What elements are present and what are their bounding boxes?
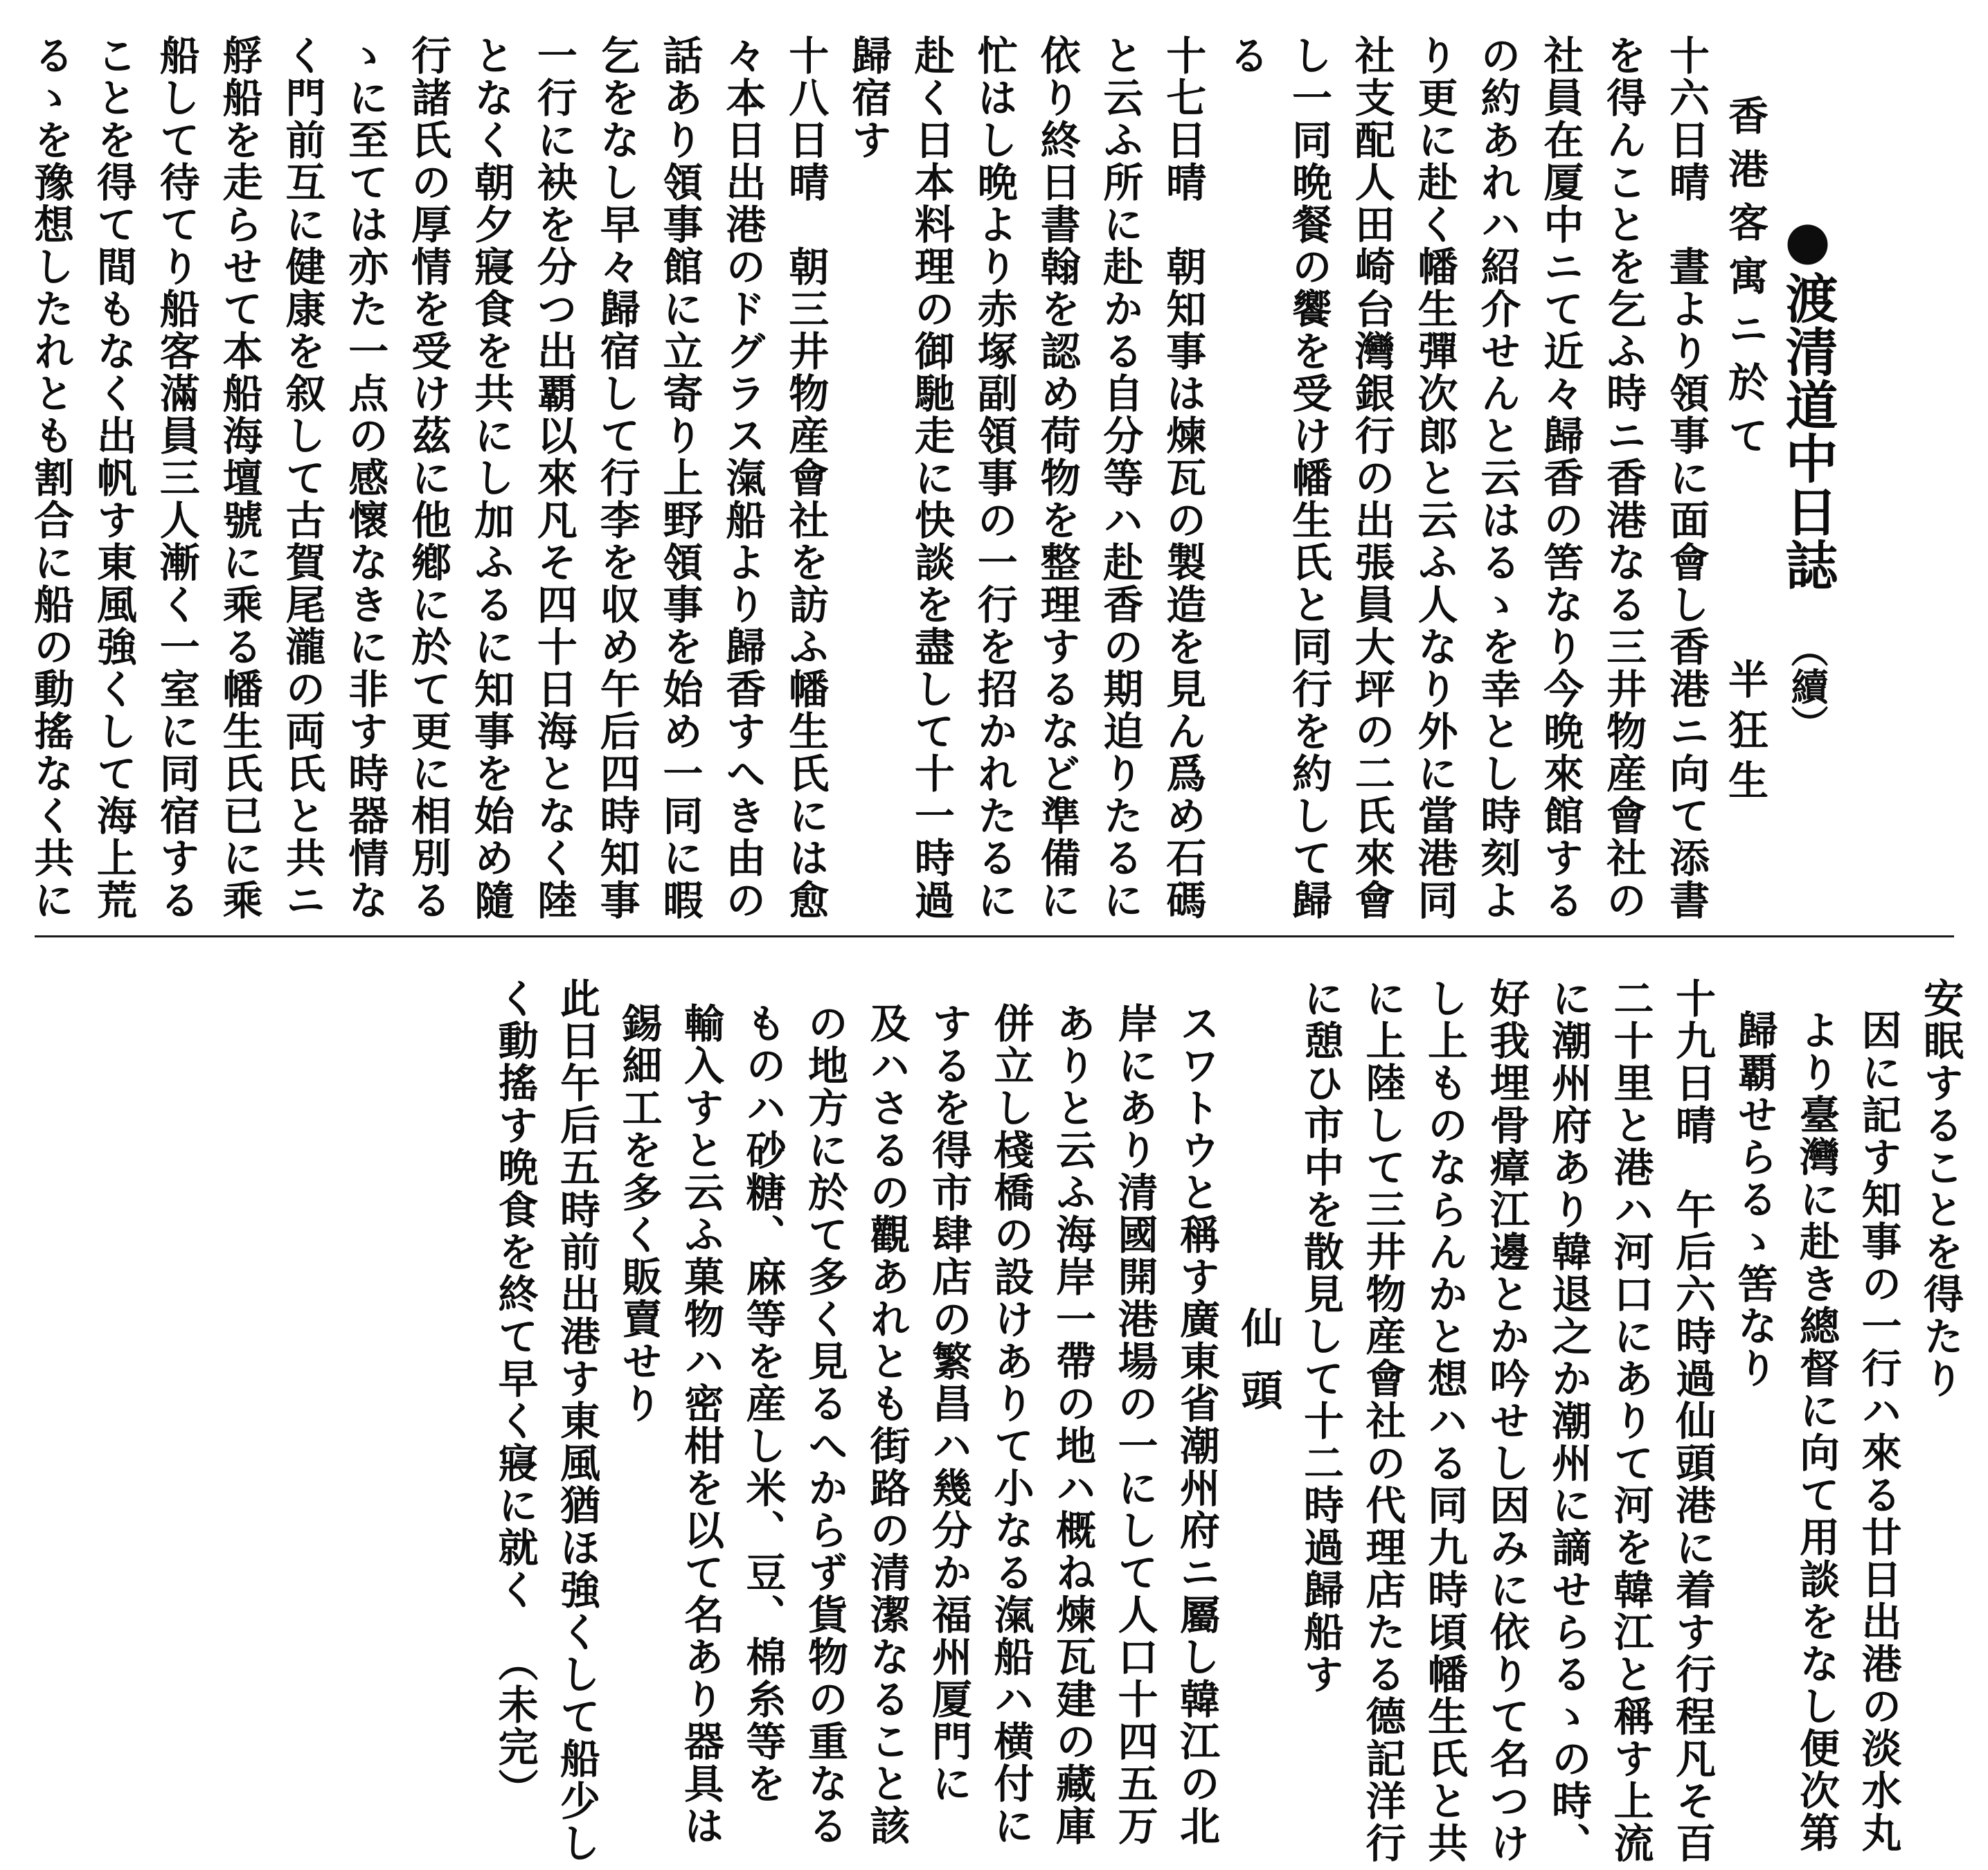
text-column: 艀船を走らせて本船海壇號に乘る幡生氏已に乘 bbox=[215, 35, 263, 921]
text-column: スワトウと稱す廣東省潮州府ニ屬し韓江の北 bbox=[1173, 1003, 1220, 1847]
text-column: に憩ひ市中を散見して十二時過歸船す bbox=[1297, 978, 1344, 1696]
text-column: 々本日出港のドグラス滊船より歸香すへき由の bbox=[719, 35, 767, 921]
text-column: 行諸氏の厚情を受け茲に他鄕に於て更に相別る bbox=[404, 35, 452, 921]
text-column: し一同晩餐の饗を受け幡生氏と同行を約して歸 bbox=[1284, 35, 1332, 921]
text-column: 忙はし晩より赤塚副領事の一行を招かれたるに bbox=[970, 35, 1018, 921]
text-column: を得んことを乞ふ時ニ香港なる三井物産會社の bbox=[1600, 35, 1647, 921]
section-divider-rule bbox=[35, 935, 1954, 937]
text-column: り更に赴く幡生彈次郎と云ふ人なり外に當港同 bbox=[1411, 35, 1458, 921]
text-column: 錫細工を多く販賣せり bbox=[615, 1003, 663, 1425]
text-column: 因に記す知事の一行ハ來る廿日出港の淡水丸 bbox=[1854, 1009, 1902, 1854]
text-column: ものハ砂糖、麻等を産し米、豆、棉糸等を bbox=[739, 1003, 787, 1805]
article-title: ●渡清道中日誌 bbox=[1777, 209, 1838, 591]
text-column: 社員在厦中ニて近々歸香の筈なり今晩來館する bbox=[1537, 35, 1584, 921]
text-column: に潮州府あり韓退之か潮州に謫せらるゝの時、 bbox=[1545, 978, 1592, 1864]
article-byline-column bbox=[1717, 35, 1773, 935]
end-mark: （未完） bbox=[491, 1642, 539, 1810]
article-dateline: 香港客寓ニ於て bbox=[1721, 95, 1768, 468]
text-column: 依り終日書翰を認め荷物を整理するなど準備に bbox=[1033, 35, 1081, 921]
text-column: 安眠することを得たり bbox=[1917, 978, 1964, 1400]
text-column: 船して待てり船客滿員三人漸く一室に同宿する bbox=[152, 35, 200, 921]
article-title-suffix: （續） bbox=[1785, 630, 1829, 742]
text-column: 社支配人田崎台灣銀行の出張員大坪の二氏來會 bbox=[1347, 35, 1395, 921]
text-column: 十九日晴 午后六時過仙頭港に着す行程凡そ百 bbox=[1669, 978, 1716, 1864]
text-column: 乞をなし早々歸宿して行李を収め午后四時知事 bbox=[593, 35, 641, 921]
text-column: に上陸して三井物産會社の代理店たる德記洋行 bbox=[1359, 978, 1406, 1864]
text-column: 併立し棧橋の設けありて小なる滊船ハ横付に bbox=[987, 1003, 1035, 1847]
text-column: る bbox=[1222, 35, 1270, 77]
text-column: となく朝夕寢食を共にし加ふるに知事を始め隨 bbox=[467, 35, 514, 921]
text-column: 十六日晴 晝より領事に面會し香港ニ向て添書 bbox=[1663, 35, 1710, 921]
text-column-last-body: く動搖す晩食を終て早く寢に就く bbox=[491, 978, 539, 1611]
text-column: の約あれハ紹介せんと云はるゝを幸とし時刻よ bbox=[1474, 35, 1521, 921]
text-column-last bbox=[483, 978, 546, 1870]
text-column: 歸宿す bbox=[845, 35, 893, 161]
text-column: 輸入すと云ふ菓物ハ密柑を以て名あり器具は bbox=[677, 1003, 724, 1847]
text-column: く門前互に健康を叙して古賀尾瀧の両氏と共ニ bbox=[278, 35, 326, 921]
article-title-column bbox=[1773, 35, 1842, 935]
text-column: るゝを豫想したれとも割合に船の動搖なく共に bbox=[27, 35, 75, 921]
text-column: 話あり領事館に立寄り上野領事を始め一同に暇 bbox=[656, 35, 704, 921]
text-column: 好我埋骨瘴江邊とか吟せし因みに依りて名つけ bbox=[1483, 978, 1530, 1864]
article-lower-section bbox=[483, 978, 1971, 1870]
text-column: ことを得て間もなく出帆す東風強くして海上荒 bbox=[89, 35, 137, 921]
text-column: 十七日晴 朝知事は煉瓦の製造を見ん爲め石碼 bbox=[1159, 35, 1207, 921]
text-column: ゝに至ては亦た一点の感懷なきに非す時器情な bbox=[341, 35, 389, 921]
text-column: 赴く日本料理の御馳走に快談を盡して十一時過 bbox=[907, 35, 955, 921]
text-column: 岸にあり清國開港場の一にして人口十四五万 bbox=[1111, 1003, 1158, 1847]
text-column: 二十里と港ハ河口にありて河を韓江と稱す上流 bbox=[1606, 978, 1654, 1864]
text-column: し上ものならんかと想ハる同九時頃幡生氏と共 bbox=[1421, 978, 1468, 1864]
article-author: 半狂生 bbox=[1721, 658, 1768, 810]
text-column: するを得市肆店の繁昌ハ幾分か福州厦門に bbox=[925, 1003, 972, 1805]
text-column: の地方に於て多く見るへからず貨物の重なる bbox=[801, 1003, 848, 1847]
text-column: 一行に袂を分つ出覇以來凡そ四十日海となく陸 bbox=[530, 35, 577, 921]
text-column: より臺灣に赴き總督に向て用談をなし便次第 bbox=[1793, 1009, 1840, 1854]
section-heading-sentou: 仙頭 bbox=[1234, 1306, 1283, 1431]
article-upper-section bbox=[19, 35, 1842, 935]
text-column: と云ふ所に赴かる自分等ハ赴香の期迫りたるに bbox=[1096, 35, 1144, 921]
text-column: ありと云ふ海岸一帶の地ハ概ね煉瓦建の藏庫 bbox=[1049, 1003, 1096, 1847]
text-column: 此日午后五時前出港す東風猶ほ強くして船少し bbox=[553, 978, 600, 1864]
text-column: 歸覇せらるゝ筈なり bbox=[1730, 1009, 1778, 1390]
text-column: 十八日晴 朝三井物産會社を訪ふ幡生氏には愈 bbox=[782, 35, 830, 921]
text-column: 及ハさるの觀あれとも街路の清潔なること該 bbox=[863, 1003, 911, 1847]
